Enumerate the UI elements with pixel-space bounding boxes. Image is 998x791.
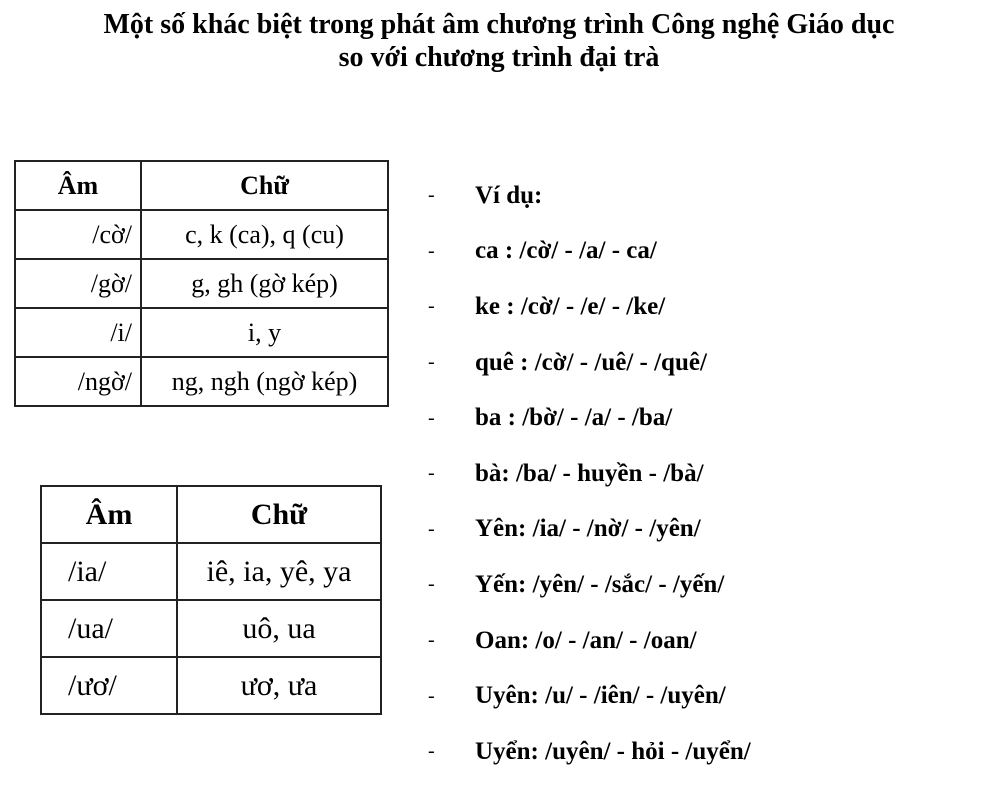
example-text: ba : /bờ/ - /a/ - /ba/	[475, 404, 673, 432]
bullet-dash: -	[428, 573, 435, 596]
header-am: Âm	[15, 161, 141, 210]
bullet-dash: -	[428, 462, 435, 485]
table-row	[15, 259, 388, 308]
list-item	[428, 668, 751, 724]
bullet-dash: -	[428, 629, 435, 652]
example-text: ca : /cờ/ - /a/ - ca/	[475, 237, 657, 265]
example-text: bà: /ba/ - huyền - /bà/	[475, 459, 704, 487]
table-row	[15, 357, 388, 406]
list-item	[428, 502, 751, 558]
bullet-dash: -	[428, 351, 435, 374]
sound-cell: /cờ/	[15, 210, 141, 259]
table-header-row	[15, 161, 388, 210]
example-text: quê : /cờ/ - /uê/ - /quê/	[475, 348, 707, 376]
bullet-dash: -	[428, 184, 435, 207]
list-item	[428, 724, 751, 780]
sound-cell: /i/	[15, 308, 141, 357]
example-text: ke : /cờ/ - /e/ - /ke/	[475, 292, 666, 320]
list-item	[428, 446, 751, 502]
table-row	[41, 600, 381, 657]
table-header-row	[41, 486, 381, 543]
letter-cell: ươ, ưa	[177, 657, 381, 714]
sound-cell: /ngờ/	[15, 357, 141, 406]
title-line-2: so với chương trình đại trà	[338, 42, 660, 73]
header-chu: Chữ	[141, 161, 388, 210]
example-text: Uyển: /uyên/ - hỏi - /uyển/	[475, 737, 751, 765]
letter-cell: g, gh (gờ kép)	[141, 259, 388, 308]
title-line-1: Một số khác biệt trong phát âm chương trình Công nghệ Giáo dục	[103, 9, 895, 40]
examples-list	[428, 168, 751, 780]
letter-cell: c, k (ca), q (cu)	[141, 210, 388, 259]
bullet-dash: -	[428, 684, 435, 707]
sound-cell: /gờ/	[15, 259, 141, 308]
letter-cell: ng, ngh (ngờ kép)	[141, 357, 388, 406]
letter-cell: uô, ua	[177, 600, 381, 657]
header-chu: Chữ	[177, 486, 381, 543]
list-item	[428, 224, 751, 280]
example-text: Yên: /ia/ - /nờ/ - /yên/	[475, 515, 701, 543]
table-row	[41, 543, 381, 600]
letter-cell: i, y	[141, 308, 388, 357]
header-am: Âm	[41, 486, 177, 543]
bullet-dash: -	[428, 517, 435, 540]
bullet-dash: -	[428, 406, 435, 429]
list-item	[428, 557, 751, 613]
example-text: Oan: /o/ - /an/ - /oan/	[475, 626, 697, 654]
list-item	[428, 613, 751, 669]
example-text: Ví dụ:	[475, 181, 543, 209]
document-title	[0, 8, 998, 74]
list-item	[428, 390, 751, 446]
sound-cell: /ia/	[41, 543, 177, 600]
example-text: Yến: /yên/ - /sắc/ - /yến/	[475, 570, 725, 598]
table-row	[41, 657, 381, 714]
list-item	[428, 279, 751, 335]
letter-cell: iê, ia, yê, ya	[177, 543, 381, 600]
example-text: Uyên: /u/ - /iên/ - /uyên/	[475, 682, 726, 710]
list-item	[428, 168, 751, 224]
table-row	[15, 210, 388, 259]
table-row	[15, 308, 388, 357]
bullet-dash: -	[428, 740, 435, 763]
bullet-dash: -	[428, 239, 435, 262]
sound-cell: /ua/	[41, 600, 177, 657]
consonant-table	[14, 160, 389, 407]
sound-cell: /ươ/	[41, 657, 177, 714]
list-item	[428, 335, 751, 391]
bullet-dash: -	[428, 295, 435, 318]
vowel-table	[40, 485, 382, 715]
